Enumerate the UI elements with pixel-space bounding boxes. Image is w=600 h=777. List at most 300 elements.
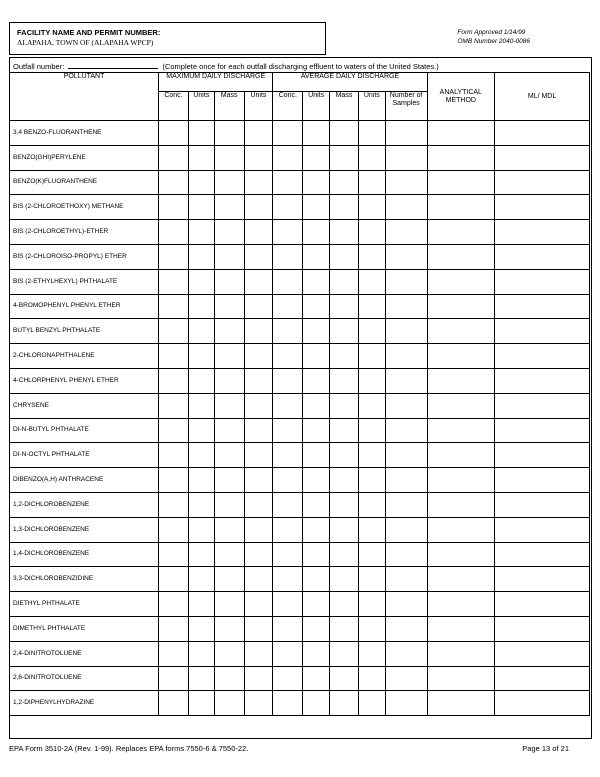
max-conc-cell[interactable] [159, 319, 189, 344]
avg-mass-units-cell[interactable] [358, 121, 385, 146]
avg-conc-cell[interactable] [273, 344, 303, 369]
max-conc-cell[interactable] [159, 492, 189, 517]
avg-units-cell[interactable] [303, 468, 330, 493]
max-conc-cell[interactable] [159, 418, 189, 443]
max-mass-cell[interactable] [214, 418, 244, 443]
max-units-cell[interactable] [188, 418, 214, 443]
max-mass-units-cell[interactable] [244, 492, 273, 517]
ml-mdl-cell[interactable] [495, 121, 590, 146]
ml-mdl-cell[interactable] [495, 641, 590, 666]
max-units-cell[interactable] [188, 443, 214, 468]
max-conc-cell[interactable] [159, 145, 189, 170]
avg-units-cell[interactable] [303, 244, 330, 269]
avg-mass-cell[interactable] [330, 294, 359, 319]
avg-mass-cell[interactable] [330, 517, 359, 542]
table-row [10, 542, 590, 567]
max-units-cell[interactable] [188, 517, 214, 542]
max-units-cell[interactable] [188, 244, 214, 269]
max-mass-cell[interactable] [214, 195, 244, 220]
avg-mass-cell[interactable] [330, 170, 359, 195]
analytical-method-cell[interactable] [427, 517, 495, 542]
avg-conc-cell[interactable] [273, 170, 303, 195]
avg-mass-cell[interactable] [330, 592, 359, 617]
max-conc-cell[interactable] [159, 368, 189, 393]
avg-mass-cell[interactable] [330, 393, 359, 418]
max-mass-cell[interactable] [214, 567, 244, 592]
avg-mass-units-cell[interactable] [358, 294, 385, 319]
avg-mass-units-cell[interactable] [358, 220, 385, 245]
max-mass-cell[interactable] [214, 616, 244, 641]
avg-units-cell[interactable] [303, 294, 330, 319]
number-of-samples-cell[interactable] [385, 567, 427, 592]
avg-units-cell[interactable] [303, 666, 330, 691]
avg-daily-header: AVERAGE DAILY DISCHARGE [273, 73, 427, 92]
avg-conc-cell[interactable] [273, 443, 303, 468]
ml-mdl-cell[interactable] [495, 666, 590, 691]
table-row [10, 170, 590, 195]
analytical-method-cell[interactable] [427, 294, 495, 319]
number-of-samples-cell[interactable] [385, 220, 427, 245]
pollutant-name: DIBENZO(A,H) ANTHRACENE [10, 468, 159, 493]
max-units-cell[interactable] [188, 170, 214, 195]
max-mass-units-cell[interactable] [244, 616, 273, 641]
avg-conc-cell[interactable] [273, 418, 303, 443]
max-mass-units-cell[interactable] [244, 220, 273, 245]
pollutant-name: BIS (2-CHLOROISO-PROPYL) ETHER [10, 244, 159, 269]
max-units-cell[interactable] [188, 145, 214, 170]
ml-mdl-cell[interactable] [495, 567, 590, 592]
ml-mdl-cell[interactable] [495, 170, 590, 195]
ml-mdl-cell[interactable] [495, 418, 590, 443]
avg-mass-units-cell[interactable] [358, 666, 385, 691]
max-conc-cell[interactable] [159, 691, 189, 716]
number-of-samples-cell[interactable] [385, 344, 427, 369]
ml-mdl-cell[interactable] [495, 195, 590, 220]
ml-mdl-cell[interactable] [495, 344, 590, 369]
table-row [10, 319, 590, 344]
max-mass-units-cell[interactable] [244, 368, 273, 393]
avg-mass-units-cell[interactable] [358, 244, 385, 269]
max-mass-units-cell[interactable] [244, 592, 273, 617]
avg-conc-cell[interactable] [273, 691, 303, 716]
analytical-method-cell[interactable] [427, 344, 495, 369]
number-of-samples-cell[interactable] [385, 616, 427, 641]
number-of-samples-cell[interactable] [385, 492, 427, 517]
avg-mass-cell[interactable] [330, 195, 359, 220]
avg-mass-cell[interactable] [330, 616, 359, 641]
ml-mdl-header: ML/ MDL [495, 73, 590, 121]
number-of-samples-cell[interactable] [385, 418, 427, 443]
max-units-cell[interactable] [188, 393, 214, 418]
max-units-cell[interactable] [188, 492, 214, 517]
avg-mass-units-cell[interactable] [358, 567, 385, 592]
table-row [10, 691, 590, 716]
avg-mass-units-cell[interactable] [358, 145, 385, 170]
number-of-samples-cell[interactable] [385, 121, 427, 146]
avg-units-header: Units [303, 92, 330, 121]
avg-mass-cell[interactable] [330, 492, 359, 517]
max-conc-cell[interactable] [159, 269, 189, 294]
avg-conc-cell[interactable] [273, 542, 303, 567]
ml-mdl-cell[interactable] [495, 368, 590, 393]
avg-mass-cell[interactable] [330, 344, 359, 369]
avg-units-cell[interactable] [303, 592, 330, 617]
avg-mass-units-cell[interactable] [358, 170, 385, 195]
analytical-method-cell[interactable] [427, 666, 495, 691]
number-of-samples-cell[interactable] [385, 195, 427, 220]
ml-mdl-cell[interactable] [495, 517, 590, 542]
analytical-method-cell[interactable] [427, 592, 495, 617]
ml-mdl-cell[interactable] [495, 319, 590, 344]
avg-units-cell[interactable] [303, 616, 330, 641]
avg-units-cell[interactable] [303, 542, 330, 567]
number-of-samples-cell[interactable] [385, 592, 427, 617]
number-of-samples-cell[interactable] [385, 443, 427, 468]
ml-mdl-cell[interactable] [495, 294, 590, 319]
pollutant-name: BENZO(K)FLUORANTHENE [10, 170, 159, 195]
avg-units-cell[interactable] [303, 492, 330, 517]
number-of-samples-cell[interactable] [385, 691, 427, 716]
number-of-samples-cell[interactable] [385, 244, 427, 269]
max-conc-cell[interactable] [159, 443, 189, 468]
number-of-samples-cell[interactable] [385, 294, 427, 319]
avg-conc-cell[interactable] [273, 121, 303, 146]
max-conc-cell[interactable] [159, 666, 189, 691]
avg-conc-cell[interactable] [273, 220, 303, 245]
avg-units-cell[interactable] [303, 567, 330, 592]
avg-units-cell[interactable] [303, 269, 330, 294]
max-units-cell[interactable] [188, 691, 214, 716]
number-of-samples-cell[interactable] [385, 145, 427, 170]
number-of-samples-cell[interactable] [385, 517, 427, 542]
max-mass-units-cell[interactable] [244, 567, 273, 592]
avg-mass-cell[interactable] [330, 368, 359, 393]
avg-units-cell[interactable] [303, 641, 330, 666]
max-units-cell[interactable] [188, 567, 214, 592]
avg-mass-units-cell[interactable] [358, 195, 385, 220]
max-mass-cell[interactable] [214, 517, 244, 542]
max-mass-cell[interactable] [214, 468, 244, 493]
max-mass-cell[interactable] [214, 368, 244, 393]
max-conc-cell[interactable] [159, 468, 189, 493]
max-mass-cell[interactable] [214, 641, 244, 666]
max-mass-cell[interactable] [214, 319, 244, 344]
avg-units-cell[interactable] [303, 170, 330, 195]
avg-mass-units-cell[interactable] [358, 368, 385, 393]
max-mass-cell[interactable] [214, 443, 244, 468]
avg-conc-cell[interactable] [273, 368, 303, 393]
avg-mass-cell[interactable] [330, 468, 359, 493]
max-mass-cell[interactable] [214, 121, 244, 146]
number-of-samples-cell[interactable] [385, 319, 427, 344]
max-mass-units-cell[interactable] [244, 393, 273, 418]
avg-conc-header: Conc. [273, 92, 303, 121]
avg-mass-header: Mass [330, 92, 359, 121]
avg-mass-units-cell[interactable] [358, 641, 385, 666]
ml-mdl-cell[interactable] [495, 145, 590, 170]
form-approval-info [457, 28, 530, 46]
avg-mass-cell[interactable] [330, 244, 359, 269]
number-of-samples-cell[interactable] [385, 542, 427, 567]
avg-mass-units-cell[interactable] [358, 443, 385, 468]
max-conc-cell[interactable] [159, 567, 189, 592]
avg-mass-cell[interactable] [330, 567, 359, 592]
max-mass-units-cell[interactable] [244, 269, 273, 294]
avg-mass-cell[interactable] [330, 418, 359, 443]
analytical-method-cell[interactable] [427, 616, 495, 641]
max-conc-cell[interactable] [159, 641, 189, 666]
max-conc-cell[interactable] [159, 294, 189, 319]
avg-mass-cell[interactable] [330, 145, 359, 170]
analytical-method-cell[interactable] [427, 691, 495, 716]
avg-mass-units-cell[interactable] [358, 344, 385, 369]
avg-mass-cell[interactable] [330, 220, 359, 245]
max-mass-units-cell[interactable] [244, 145, 273, 170]
max-mass-cell[interactable] [214, 244, 244, 269]
max-units-cell[interactable] [188, 220, 214, 245]
analytical-method-cell[interactable] [427, 468, 495, 493]
max-conc-cell[interactable] [159, 170, 189, 195]
max-units-cell[interactable] [188, 344, 214, 369]
avg-mass-cell[interactable] [330, 319, 359, 344]
avg-units-cell[interactable] [303, 145, 330, 170]
ml-mdl-cell[interactable] [495, 492, 590, 517]
avg-conc-cell[interactable] [273, 195, 303, 220]
max-mass-units-cell[interactable] [244, 319, 273, 344]
avg-mass-units-cell[interactable] [358, 269, 385, 294]
max-mass-cell[interactable] [214, 220, 244, 245]
avg-mass-cell[interactable] [330, 443, 359, 468]
avg-conc-cell[interactable] [273, 269, 303, 294]
max-conc-cell[interactable] [159, 121, 189, 146]
avg-units-cell[interactable] [303, 443, 330, 468]
max-conc-cell[interactable] [159, 517, 189, 542]
avg-conc-cell[interactable] [273, 567, 303, 592]
number-of-samples-cell[interactable] [385, 468, 427, 493]
avg-conc-cell[interactable] [273, 492, 303, 517]
max-mass-cell[interactable] [214, 592, 244, 617]
avg-conc-cell[interactable] [273, 145, 303, 170]
table-row [10, 294, 590, 319]
pollutant-name: 3,3-DICHLOROBENZIDINE [10, 567, 159, 592]
number-of-samples-cell[interactable] [385, 666, 427, 691]
pollutant-name: 1,2-DIPHENYLHYDRAZINE [10, 691, 159, 716]
avg-conc-cell[interactable] [273, 468, 303, 493]
ml-mdl-cell[interactable] [495, 220, 590, 245]
avg-units-cell[interactable] [303, 418, 330, 443]
ml-mdl-cell[interactable] [495, 269, 590, 294]
avg-conc-cell[interactable] [273, 294, 303, 319]
max-mass-units-cell[interactable] [244, 195, 273, 220]
max-conc-cell[interactable] [159, 244, 189, 269]
pollutant-name: DI-N-BUTYL PHTHALATE [10, 418, 159, 443]
ml-mdl-cell[interactable] [495, 244, 590, 269]
avg-units-cell[interactable] [303, 319, 330, 344]
max-units-cell[interactable] [188, 195, 214, 220]
max-units-cell[interactable] [188, 592, 214, 617]
avg-conc-cell[interactable] [273, 393, 303, 418]
avg-units-cell[interactable] [303, 121, 330, 146]
max-mass-cell[interactable] [214, 344, 244, 369]
ml-mdl-cell[interactable] [495, 443, 590, 468]
max-mass-cell[interactable] [214, 294, 244, 319]
max-units-cell[interactable] [188, 666, 214, 691]
max-mass-units-cell[interactable] [244, 641, 273, 666]
max-mass-units-cell[interactable] [244, 244, 273, 269]
avg-mass-cell[interactable] [330, 121, 359, 146]
max-mass-units-cell[interactable] [244, 542, 273, 567]
avg-mass-cell[interactable] [330, 269, 359, 294]
ml-mdl-cell[interactable] [495, 393, 590, 418]
pollutant-name: CHRYSENE [10, 393, 159, 418]
avg-conc-cell[interactable] [273, 641, 303, 666]
max-conc-cell[interactable] [159, 393, 189, 418]
table-row [10, 220, 590, 245]
pollutant-name: BENZO(GHI)PERYLENE [10, 145, 159, 170]
avg-mass-cell[interactable] [330, 641, 359, 666]
number-of-samples-cell[interactable] [385, 393, 427, 418]
number-of-samples-cell[interactable] [385, 269, 427, 294]
max-mass-cell[interactable] [214, 269, 244, 294]
avg-units-cell[interactable] [303, 393, 330, 418]
analytical-method-cell[interactable] [427, 220, 495, 245]
max-mass-cell[interactable] [214, 145, 244, 170]
number-of-samples-cell[interactable] [385, 641, 427, 666]
avg-units-cell[interactable] [303, 691, 330, 716]
max-mass-units-cell[interactable] [244, 666, 273, 691]
pollutant-name: DIMETHYL PHTHALATE [10, 616, 159, 641]
number-of-samples-cell[interactable] [385, 170, 427, 195]
avg-units-cell[interactable] [303, 220, 330, 245]
max-mass-cell[interactable] [214, 170, 244, 195]
avg-mass-cell[interactable] [330, 691, 359, 716]
avg-mass-cell[interactable] [330, 542, 359, 567]
analytical-method-cell[interactable] [427, 393, 495, 418]
max-mass-cell[interactable] [214, 666, 244, 691]
max-units-cell[interactable] [188, 468, 214, 493]
analytical-method-cell[interactable] [427, 492, 495, 517]
max-mass-cell[interactable] [214, 393, 244, 418]
max-conc-cell[interactable] [159, 344, 189, 369]
ml-mdl-cell[interactable] [495, 468, 590, 493]
table-row [10, 517, 590, 542]
pollutant-name: BIS (2-ETHYLHEXYL) PHTHALATE [10, 269, 159, 294]
max-mass-units-cell[interactable] [244, 468, 273, 493]
avg-units-cell[interactable] [303, 368, 330, 393]
analytical-method-cell[interactable] [427, 443, 495, 468]
max-mass-units-cell[interactable] [244, 517, 273, 542]
avg-mass-units-cell[interactable] [358, 468, 385, 493]
max-mass-header: Mass [214, 92, 244, 121]
max-mass-units-cell[interactable] [244, 418, 273, 443]
analytical-method-cell[interactable] [427, 121, 495, 146]
avg-mass-units-cell[interactable] [358, 319, 385, 344]
table-row [10, 592, 590, 617]
max-mass-cell[interactable] [214, 691, 244, 716]
pollutant-rows [10, 121, 590, 716]
avg-mass-units-cell[interactable] [358, 418, 385, 443]
facility-label: FACILITY NAME AND PERMIT NUMBER: [17, 28, 161, 37]
avg-units-cell[interactable] [303, 195, 330, 220]
max-mass-units-cell[interactable] [244, 443, 273, 468]
max-units-cell[interactable] [188, 368, 214, 393]
outfall-number-field[interactable] [68, 61, 158, 69]
analytical-method-cell[interactable] [427, 195, 495, 220]
number-of-samples-cell[interactable] [385, 368, 427, 393]
avg-conc-cell[interactable] [273, 592, 303, 617]
analytical-method-cell[interactable] [427, 641, 495, 666]
ml-mdl-cell[interactable] [495, 616, 590, 641]
analytical-method-cell[interactable] [427, 145, 495, 170]
max-mass-units-cell[interactable] [244, 170, 273, 195]
max-mass-units-cell[interactable] [244, 691, 273, 716]
ml-mdl-cell[interactable] [495, 691, 590, 716]
max-mass-units-cell[interactable] [244, 294, 273, 319]
analytical-method-cell[interactable] [427, 319, 495, 344]
analytical-method-cell[interactable] [427, 170, 495, 195]
max-mass-units-cell[interactable] [244, 121, 273, 146]
max-conc-cell[interactable] [159, 592, 189, 617]
table-row [10, 244, 590, 269]
max-conc-cell[interactable] [159, 542, 189, 567]
max-units-cell[interactable] [188, 121, 214, 146]
pollutant-name: 4-CHLORPHENYL PHENYL ETHER [10, 368, 159, 393]
pollutant-name: DI-N-OCTYL PHTHALATE [10, 443, 159, 468]
avg-conc-cell[interactable] [273, 319, 303, 344]
max-units-cell[interactable] [188, 269, 214, 294]
max-conc-cell[interactable] [159, 616, 189, 641]
ml-mdl-cell[interactable] [495, 542, 590, 567]
max-units-cell[interactable] [188, 294, 214, 319]
analytical-method-cell[interactable] [427, 567, 495, 592]
max-conc-cell[interactable] [159, 195, 189, 220]
max-units-cell[interactable] [188, 542, 214, 567]
avg-units-cell[interactable] [303, 344, 330, 369]
avg-mass-units-cell[interactable] [358, 592, 385, 617]
ml-mdl-cell[interactable] [495, 592, 590, 617]
avg-units-cell[interactable] [303, 517, 330, 542]
avg-mass-units-cell[interactable] [358, 691, 385, 716]
avg-conc-cell[interactable] [273, 244, 303, 269]
avg-conc-cell[interactable] [273, 517, 303, 542]
avg-mass-units-cell[interactable] [358, 492, 385, 517]
omb-number: OMB Number 2040-0086 [457, 38, 530, 45]
max-units-cell[interactable] [188, 319, 214, 344]
avg-conc-cell[interactable] [273, 666, 303, 691]
max-conc-cell[interactable] [159, 220, 189, 245]
avg-mass-units-cell[interactable] [358, 517, 385, 542]
avg-mass-units-cell[interactable] [358, 393, 385, 418]
max-conc-header: Conc. [159, 92, 189, 121]
max-units-cell[interactable] [188, 641, 214, 666]
avg-mass-units-cell[interactable] [358, 616, 385, 641]
max-units-cell[interactable] [188, 616, 214, 641]
analytical-method-cell[interactable] [427, 542, 495, 567]
analytical-method-cell[interactable] [427, 368, 495, 393]
pollutant-name: 2,4-DINITROTOLUENE [10, 641, 159, 666]
avg-mass-units-cell[interactable] [358, 542, 385, 567]
avg-mass-cell[interactable] [330, 666, 359, 691]
avg-conc-cell[interactable] [273, 616, 303, 641]
max-mass-cell[interactable] [214, 542, 244, 567]
max-mass-units-cell[interactable] [244, 344, 273, 369]
page-number: Page 13 of 21 [522, 744, 569, 753]
analytical-method-cell[interactable] [427, 244, 495, 269]
analytical-method-cell[interactable] [427, 269, 495, 294]
max-mass-cell[interactable] [214, 492, 244, 517]
analytical-method-cell[interactable] [427, 418, 495, 443]
table-row [10, 616, 590, 641]
